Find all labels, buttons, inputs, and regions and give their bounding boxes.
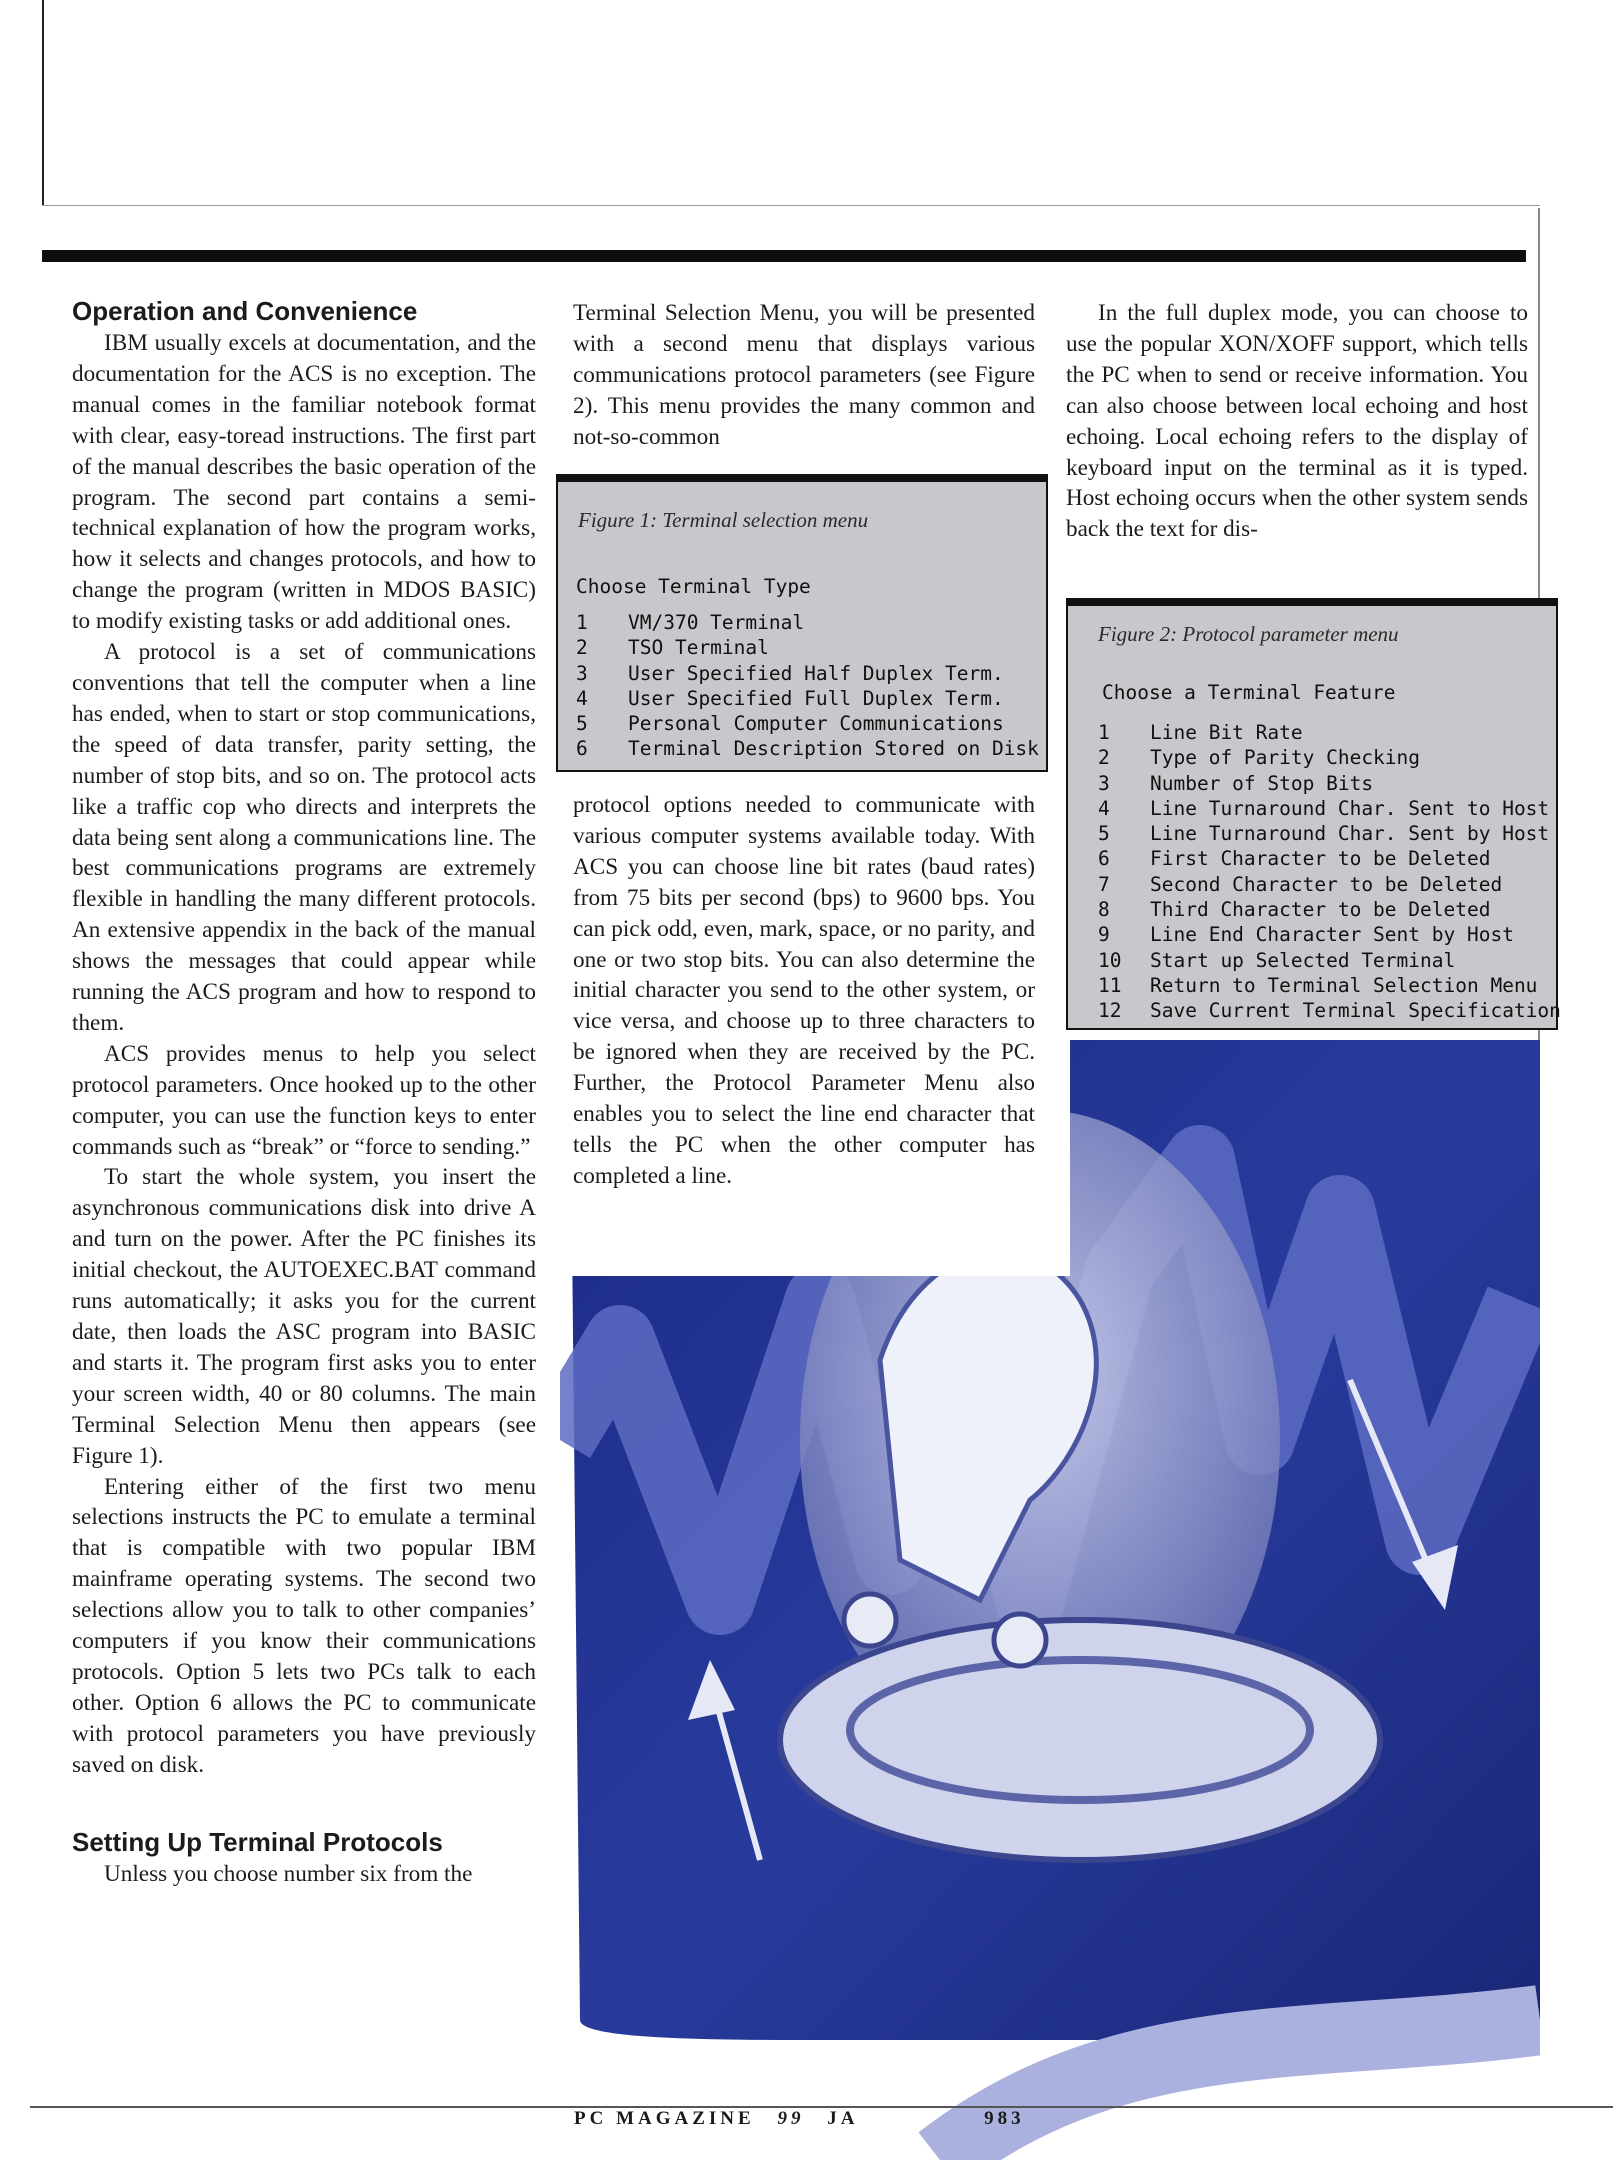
figure-1-caption: Figure 1: Terminal selection menu <box>578 508 869 532</box>
menu-item: 1 Line Bit Rate <box>1098 721 1303 744</box>
column-3-top <box>1066 298 1528 545</box>
figure-1-menu-list <box>576 610 1039 762</box>
header-rule <box>42 250 1526 262</box>
footer-magazine: PC MAGAZINE <box>574 2108 755 2129</box>
paragraph: Terminal Selection Menu, you will be presented with a second menu that displays various communications protocol parameters (see Figure 2). This menu provides the many common and not-so-common <box>573 300 1035 450</box>
column-2-top <box>573 298 1035 453</box>
column-2-bottom <box>573 790 1035 1192</box>
menu-item: 1 VM/370 Terminal <box>576 611 805 634</box>
section-heading-operation: Operation and Convenience <box>72 296 418 326</box>
figure-2-caption: Figure 2: Protocol parameter menu <box>1098 622 1399 646</box>
menu-item: 11 Return to Terminal Selection Menu <box>1098 973 1538 997</box>
robot-wheel-right <box>994 1614 1046 1666</box>
menu-item: 2 Type of Parity Checking <box>1098 746 1421 770</box>
cable <box>940 2020 1540 2160</box>
left-margin-line <box>42 0 44 205</box>
paragraph: Entering either of the first two menu selections instructs the PC to emulate a terminal that is compatible with two popular IBM mainframe operating systems. The second two selections allow you to talk to other companies’ computers if you know their communications protocols. Option 5 lets two PCs talk to each other. Option 6 allows the PC to communicate with protocol parameters you have previously saved on disk. <box>72 1473 536 1778</box>
menu-item: 7 Second Character to be Deleted <box>1098 872 1503 896</box>
figure-2-menu-list <box>1098 720 1561 1024</box>
menu-item: 6 First Character to be Deleted <box>1098 847 1491 871</box>
footer-issue-left: JA <box>827 2108 858 2129</box>
paragraph: ACS provides menus to help you select protocol parameters. Once hooked up to the other computer, you can use the function keys to enter commands such as “break” or “force to sending.” <box>72 1040 536 1160</box>
paragraph: IBM usually excels at documentation, and the documentation for the ACS is no exception. The manual comes in the familiar notebook format with clear, easy-toread instructions. The first part of the manual describes the basic operation of the program. The second part contains a semi-technical explanation of how the program works, how it selects and changes protocols, and how to change the program (written in MDOS BASIC) to modify existing tasks or add additional ones. <box>72 330 536 635</box>
menu-item: 4 User Specified Full Duplex Term. <box>576 686 1004 710</box>
menu-item: 9 Line End Character Sent by Host <box>1098 923 1514 947</box>
section-heading-setting-up: Setting Up Terminal Protocols <box>72 1826 443 1857</box>
paragraph: In the full duplex mode, you can choose to use the popular XON/XOFF support, which tells the PC when to send or receive information. You can also choose between local echoing and host echoing. Local echoing refers to the display of keyboard input on the terminal as it is typed. Host echoing occurs when the other system sends back the text for dis- <box>1066 300 1528 543</box>
figure-1-terminal-selection-menu <box>556 474 1048 772</box>
footer-page-number: 99 <box>777 2108 805 2129</box>
figure-1-menu-title: Choose Terminal Type <box>576 575 811 598</box>
robot-wheel-left <box>844 1594 896 1646</box>
menu-item: 6 Terminal Description Stored on Disk <box>576 737 1039 761</box>
figure-2-protocol-parameter-menu <box>1066 598 1561 1030</box>
menu-item: 4 Line Turnaround Char. Sent to Host <box>1098 796 1550 820</box>
menu-item: 2 TSO Terminal <box>576 636 769 660</box>
menu-item: 8 Third Character to be Deleted <box>1098 898 1491 922</box>
menu-item: 3 User Specified Half Duplex Term. <box>576 661 1004 685</box>
paragraph: Unless you choose number six from the <box>104 1860 473 1887</box>
paragraph: protocol options needed to communicate with various computer systems available today. With ACS you can choose line bit rates (baud rates) from 75 bits per second (bps) to 9600 bps. You can pick odd, even, mark, space, or no parity, and one or two stop bits. You can also determine the initial character you send to the other system, or vice versa, and choose up to three characters to be ignored when they are received by the PC. Further, the Protocol Parameter Menu also enables you to select the line end character that tells the PC when the other computer has completed a line. <box>573 792 1035 1189</box>
column-1 <box>72 294 536 1890</box>
footer-issue-right: 983 <box>984 2108 1025 2129</box>
menu-item: 10 Start up Selected Terminal <box>1098 948 1456 972</box>
paragraph: To start the whole system, you insert the asynchronous communications disk into drive A and turn on the power. After the PC finishes its initial checkout, the AUTOEXEC.BAT command runs automatically; it asks you for the current date, then loads the ASC program into BASIC and starts it. The program first asks you to enter your screen width, 40 or 80 columns. The main Terminal Selection Menu then appears (see Figure 1). <box>72 1164 536 1469</box>
menu-item: 12 Save Current Terminal Specification <box>1098 999 1561 1023</box>
footer <box>574 2108 1025 2130</box>
menu-item: 5 Personal Computer Communications <box>576 712 1004 736</box>
menu-item: 5 Line Turnaround Char. Sent by Host <box>1098 822 1550 846</box>
figure-2-menu-title: Choose a Terminal Feature <box>1102 681 1396 704</box>
menu-item: 3 Number of Stop Bits <box>1098 771 1374 795</box>
frame-top-line <box>42 205 1540 206</box>
paragraph: A protocol is a set of communications conventions that tell the computer when a line has ended, when to start or stop communications, the speed of data transfer, parity setting, the number of stop bits, and so on. The protocol acts like a traffic cop who directs and interprets the data being sent along a communications line. The best communications programs are extremely flexible in handling the many different protocols. An extensive appendix in the back of the manual shows the messages that could appear while running the ACS program and how to respond to them. <box>72 639 536 1036</box>
